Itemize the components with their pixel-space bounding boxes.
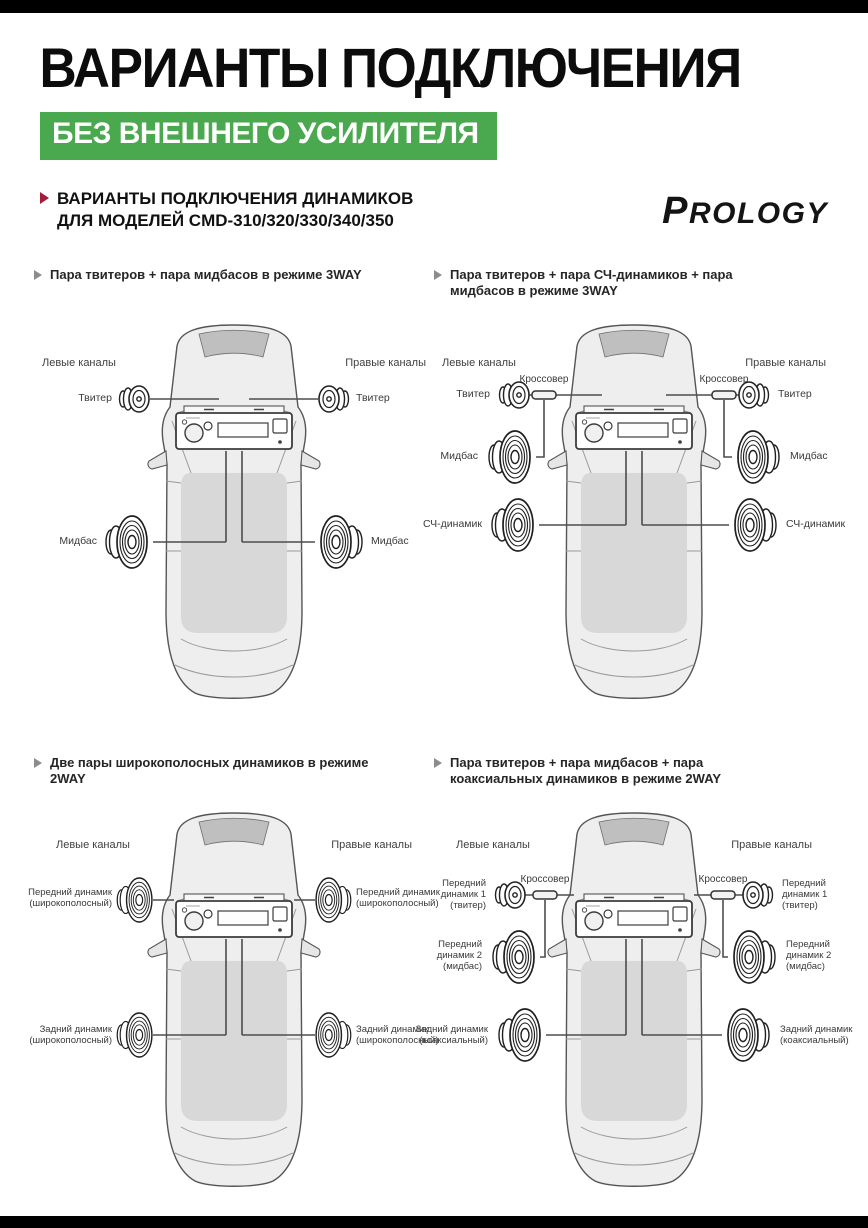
gray-arrow-bullet-icon <box>434 758 442 768</box>
bottom-border-bar <box>0 1216 868 1228</box>
left-channels-label: Левые каналы <box>456 839 530 851</box>
brand-logo: PROLOGY <box>662 190 828 232</box>
top-border-bar <box>0 0 868 13</box>
diagram-2-heading <box>434 267 834 305</box>
tweeter-left-label: Твитер <box>456 388 490 400</box>
front-speaker1-right-label: Передний динамик 1 (твитер) <box>782 878 828 912</box>
car-top-view <box>148 813 320 1186</box>
crossover-left-label: Кроссовер <box>519 374 569 385</box>
midbass-speaker-icon <box>106 516 147 568</box>
diagram-1-heading <box>34 267 434 305</box>
diagram-4-title: Пара твитеров + пара мидбасов + пара коаксиальных динамиков в режиме 2WAY <box>450 755 722 787</box>
red-arrow-bullet-icon <box>40 192 49 204</box>
crossover-icon <box>711 891 735 899</box>
section-heading <box>40 188 413 232</box>
diagram-1-canvas <box>34 307 434 739</box>
fullrange-front-speaker-icon <box>117 878 152 922</box>
midbass-speaker-icon <box>734 931 775 983</box>
diagram-quadrant-1 <box>34 267 434 739</box>
midrange-left-label: СЧ-динамик <box>422 518 482 530</box>
gray-arrow-bullet-icon <box>434 270 442 280</box>
rear-speaker-left-label: Задний динамик (коаксиальный) <box>415 1024 488 1047</box>
wire-line <box>724 400 732 457</box>
front-speaker2-right-label: Передний динамик 2 (мидбас) <box>786 939 832 973</box>
no-external-amp-banner: БЕЗ ВНЕШНЕГО УСИЛИТЕЛЯ <box>40 112 497 160</box>
tweeter-right-label: Твитер <box>356 392 390 404</box>
diagram-quadrant-4 <box>415 755 853 1227</box>
diagram-2-title: Пара твитеров + пара СЧ-динамиков + пара мидбасов в режиме 3WAY <box>450 267 733 299</box>
tweeter-icon <box>743 882 773 908</box>
crossover-icon <box>532 391 556 399</box>
fullrange-rear-speaker-icon <box>117 1013 152 1057</box>
midbass-right-label: Мидбас <box>371 535 409 547</box>
crossover-right-label: Кроссовер <box>699 374 749 385</box>
car-top-view <box>548 813 720 1186</box>
head-unit-icon <box>176 406 292 449</box>
crossover-icon <box>712 391 736 399</box>
diagram-1-title: Пара твитеров + пара мидбасов в режиме 3WAY <box>50 267 362 282</box>
rear-speaker-left-label: Задний динамик (широкополосный) <box>29 1024 112 1047</box>
section-heading-line2: ДЛЯ МОДЕЛЕЙ CMD-310/320/330/340/350 <box>57 211 394 231</box>
tweeter-icon <box>496 882 526 908</box>
fullrange-rear-speaker-icon <box>316 1013 351 1057</box>
midbass-left-label: Мидбас <box>440 450 478 462</box>
right-channels-label: Правые каналы <box>731 839 812 851</box>
fullrange-front-speaker-icon <box>316 878 351 922</box>
midbass-right-label: Мидбас <box>790 450 828 462</box>
head-unit-icon <box>576 406 692 449</box>
right-channels-label: Правые каналы <box>345 357 426 369</box>
rear-speaker-right-label: Задний динамик (широкополосный) <box>356 1024 439 1047</box>
gray-arrow-bullet-icon <box>34 758 42 768</box>
car-wiring-diagram-1 <box>34 307 434 739</box>
tweeter-icon <box>120 386 150 412</box>
car-wiring-diagram-2 <box>434 307 834 739</box>
head-unit-icon <box>176 894 292 937</box>
coaxial-speaker-icon <box>728 1009 769 1061</box>
midbass-speaker-icon <box>738 431 779 483</box>
tweeter-left-label: Твитер <box>78 392 112 404</box>
wire-line <box>536 400 544 457</box>
page-title: ВАРИАНТЫ ПОДКЛЮЧЕНИЯ <box>39 36 741 99</box>
diagram-3-canvas <box>28 795 440 1227</box>
left-channels-label: Левые каналы <box>42 357 116 369</box>
midbass-speaker-icon <box>489 431 530 483</box>
front-speaker-left-label: Передний динамик (широкополосный) <box>28 887 112 910</box>
car-top-view <box>148 325 320 698</box>
midbass-speaker-icon <box>321 516 362 568</box>
front-speaker2-left-label: Передний динамик 2 (мидбас) <box>436 939 482 973</box>
left-channels-label: Левые каналы <box>56 839 130 851</box>
rear-speaker-right-label: Задний динамик (коаксиальный) <box>780 1024 853 1047</box>
diagram-4-canvas <box>415 795 853 1227</box>
coaxial-speaker-icon <box>499 1009 540 1061</box>
crossover-icon <box>533 891 557 899</box>
diagram-4-heading <box>434 755 834 793</box>
car-wiring-diagram-4 <box>434 795 834 1227</box>
diagram-grid <box>28 267 853 1227</box>
tweeter-icon <box>500 382 530 408</box>
page-content <box>28 13 853 1227</box>
section-heading-line1: ВАРИАНТЫ ПОДКЛЮЧЕНИЯ ДИНАМИКОВ <box>57 189 414 208</box>
left-channels-label: Левые каналы <box>442 357 516 369</box>
right-channels-label: Правые каналы <box>745 357 826 369</box>
gray-arrow-bullet-icon <box>34 270 42 280</box>
midrange-speaker-icon <box>492 499 533 551</box>
crossover-right-label: Кроссовер <box>698 874 748 885</box>
diagram-quadrant-2 <box>422 267 846 739</box>
diagram-3-title: Две пары широкополосных динамиков в режиме 2WAY <box>50 755 369 787</box>
wire-line <box>723 900 728 957</box>
crossover-left-label: Кроссовер <box>520 874 570 885</box>
midrange-speaker-icon <box>735 499 776 551</box>
diagram-2-canvas <box>422 307 846 739</box>
tweeter-icon <box>319 386 349 412</box>
tweeter-icon <box>739 382 769 408</box>
right-channels-label: Правые каналы <box>331 839 412 851</box>
tweeter-right-label: Твитер <box>778 388 812 400</box>
section-header-row <box>34 188 834 233</box>
midbass-speaker-icon <box>493 931 534 983</box>
front-speaker-right-label: Передний динамик (широкополосный) <box>356 887 440 910</box>
head-unit-icon <box>576 894 692 937</box>
midrange-right-label: СЧ-динамик <box>786 518 846 530</box>
diagram-3-heading <box>34 755 434 793</box>
wire-line <box>540 900 545 957</box>
front-speaker1-left-label: Передний динамик 1 (твитер) <box>440 878 486 912</box>
diagram-quadrant-3 <box>28 755 440 1227</box>
car-wiring-diagram-3 <box>34 795 434 1227</box>
midbass-left-label: Мидбас <box>59 535 97 547</box>
